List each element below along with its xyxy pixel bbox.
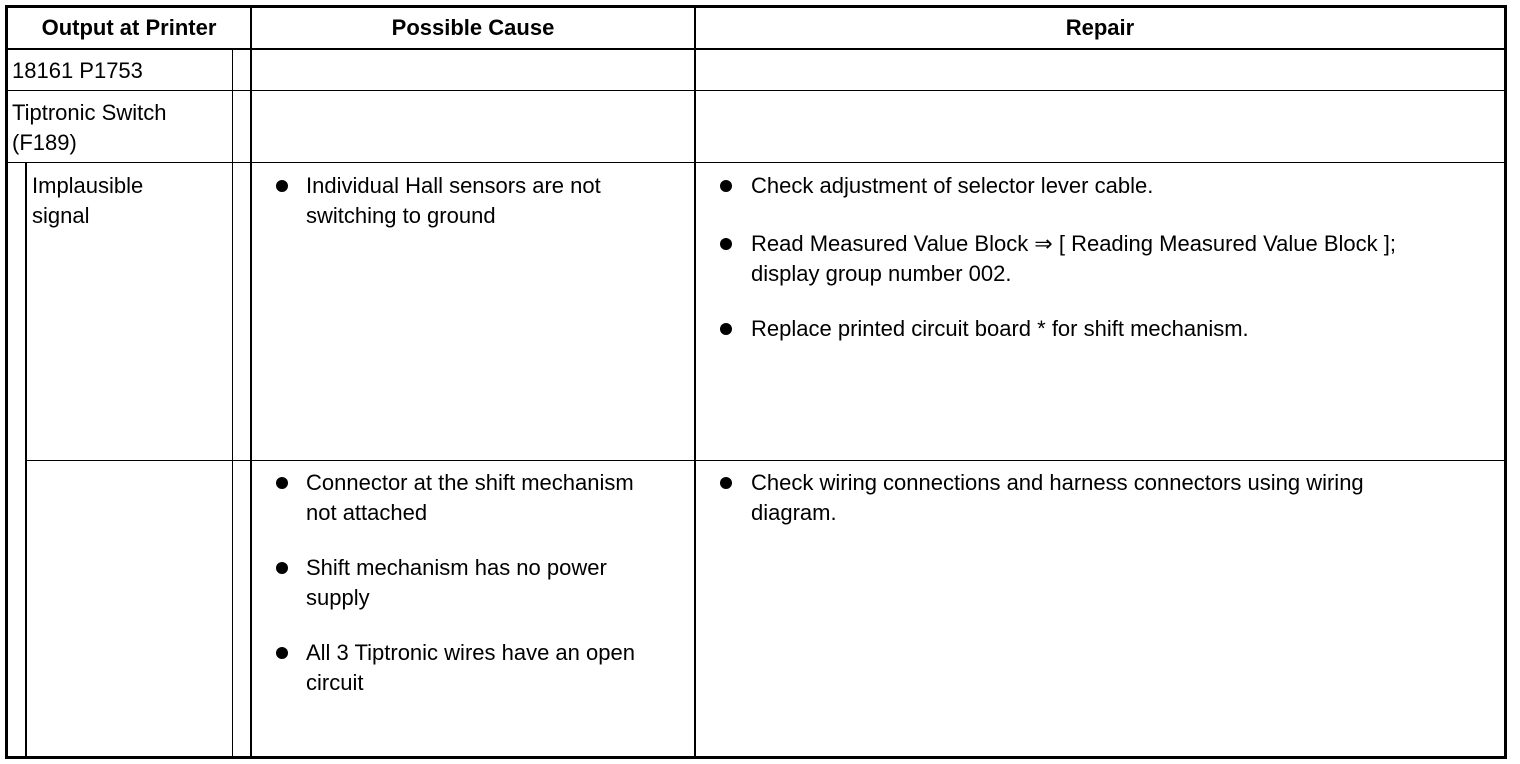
cause-line2: not attached [306, 500, 428, 525]
bullet-icon [720, 477, 732, 489]
cause-line1: Individual Hall sensors are not [306, 173, 601, 198]
component-name-line2: (F189) [12, 130, 77, 155]
cause-line1: Shift mechanism has no power [306, 555, 607, 580]
sub-column-divider [232, 49, 233, 758]
column-divider-cause [694, 6, 696, 758]
fault-type-line2: signal [32, 203, 90, 228]
fault-code: 18161 P1753 [12, 58, 143, 83]
bullet-icon [720, 180, 732, 192]
repair-line1: Read Measured Value Block ⇒ [ Reading Measured Value Block ]; [751, 231, 1396, 256]
component-name-line1: Tiptronic Switch [12, 100, 167, 125]
bullet-icon [276, 562, 288, 574]
repair-line2: display group number 002. [751, 261, 1012, 286]
header-possible-cause: Possible Cause [391, 15, 555, 40]
header-output-at-printer: Output at Printer [41, 15, 217, 40]
cause-line2: circuit [306, 670, 364, 695]
row-divider-3 [25, 460, 1506, 461]
column-divider-output [250, 6, 252, 758]
repair-line1: Check adjustment of selector lever cable. [751, 173, 1154, 198]
table-border [5, 5, 1507, 759]
bullet-icon [720, 238, 732, 250]
bullet-icon [276, 647, 288, 659]
fault-type-line1: Implausible [32, 173, 144, 198]
repair-line1: Check wiring connections and harness connectors using wiring [751, 470, 1364, 495]
row-divider-2 [6, 162, 1506, 163]
header-repair: Repair [1065, 15, 1135, 40]
bullet-icon [276, 477, 288, 489]
bullet-icon [720, 323, 732, 335]
row-divider-1 [6, 90, 1506, 91]
cause-line2: supply [306, 585, 370, 610]
header-divider [6, 48, 1506, 50]
cause-line1: All 3 Tiptronic wires have an open [306, 640, 635, 665]
repair-line1: Replace printed circuit board * for shift mechanism. [751, 316, 1249, 341]
repair-line2: diagram. [751, 500, 837, 525]
bullet-icon [276, 180, 288, 192]
cause-line2: switching to ground [306, 203, 496, 228]
cause-line1: Connector at the shift mechanism [306, 470, 634, 495]
